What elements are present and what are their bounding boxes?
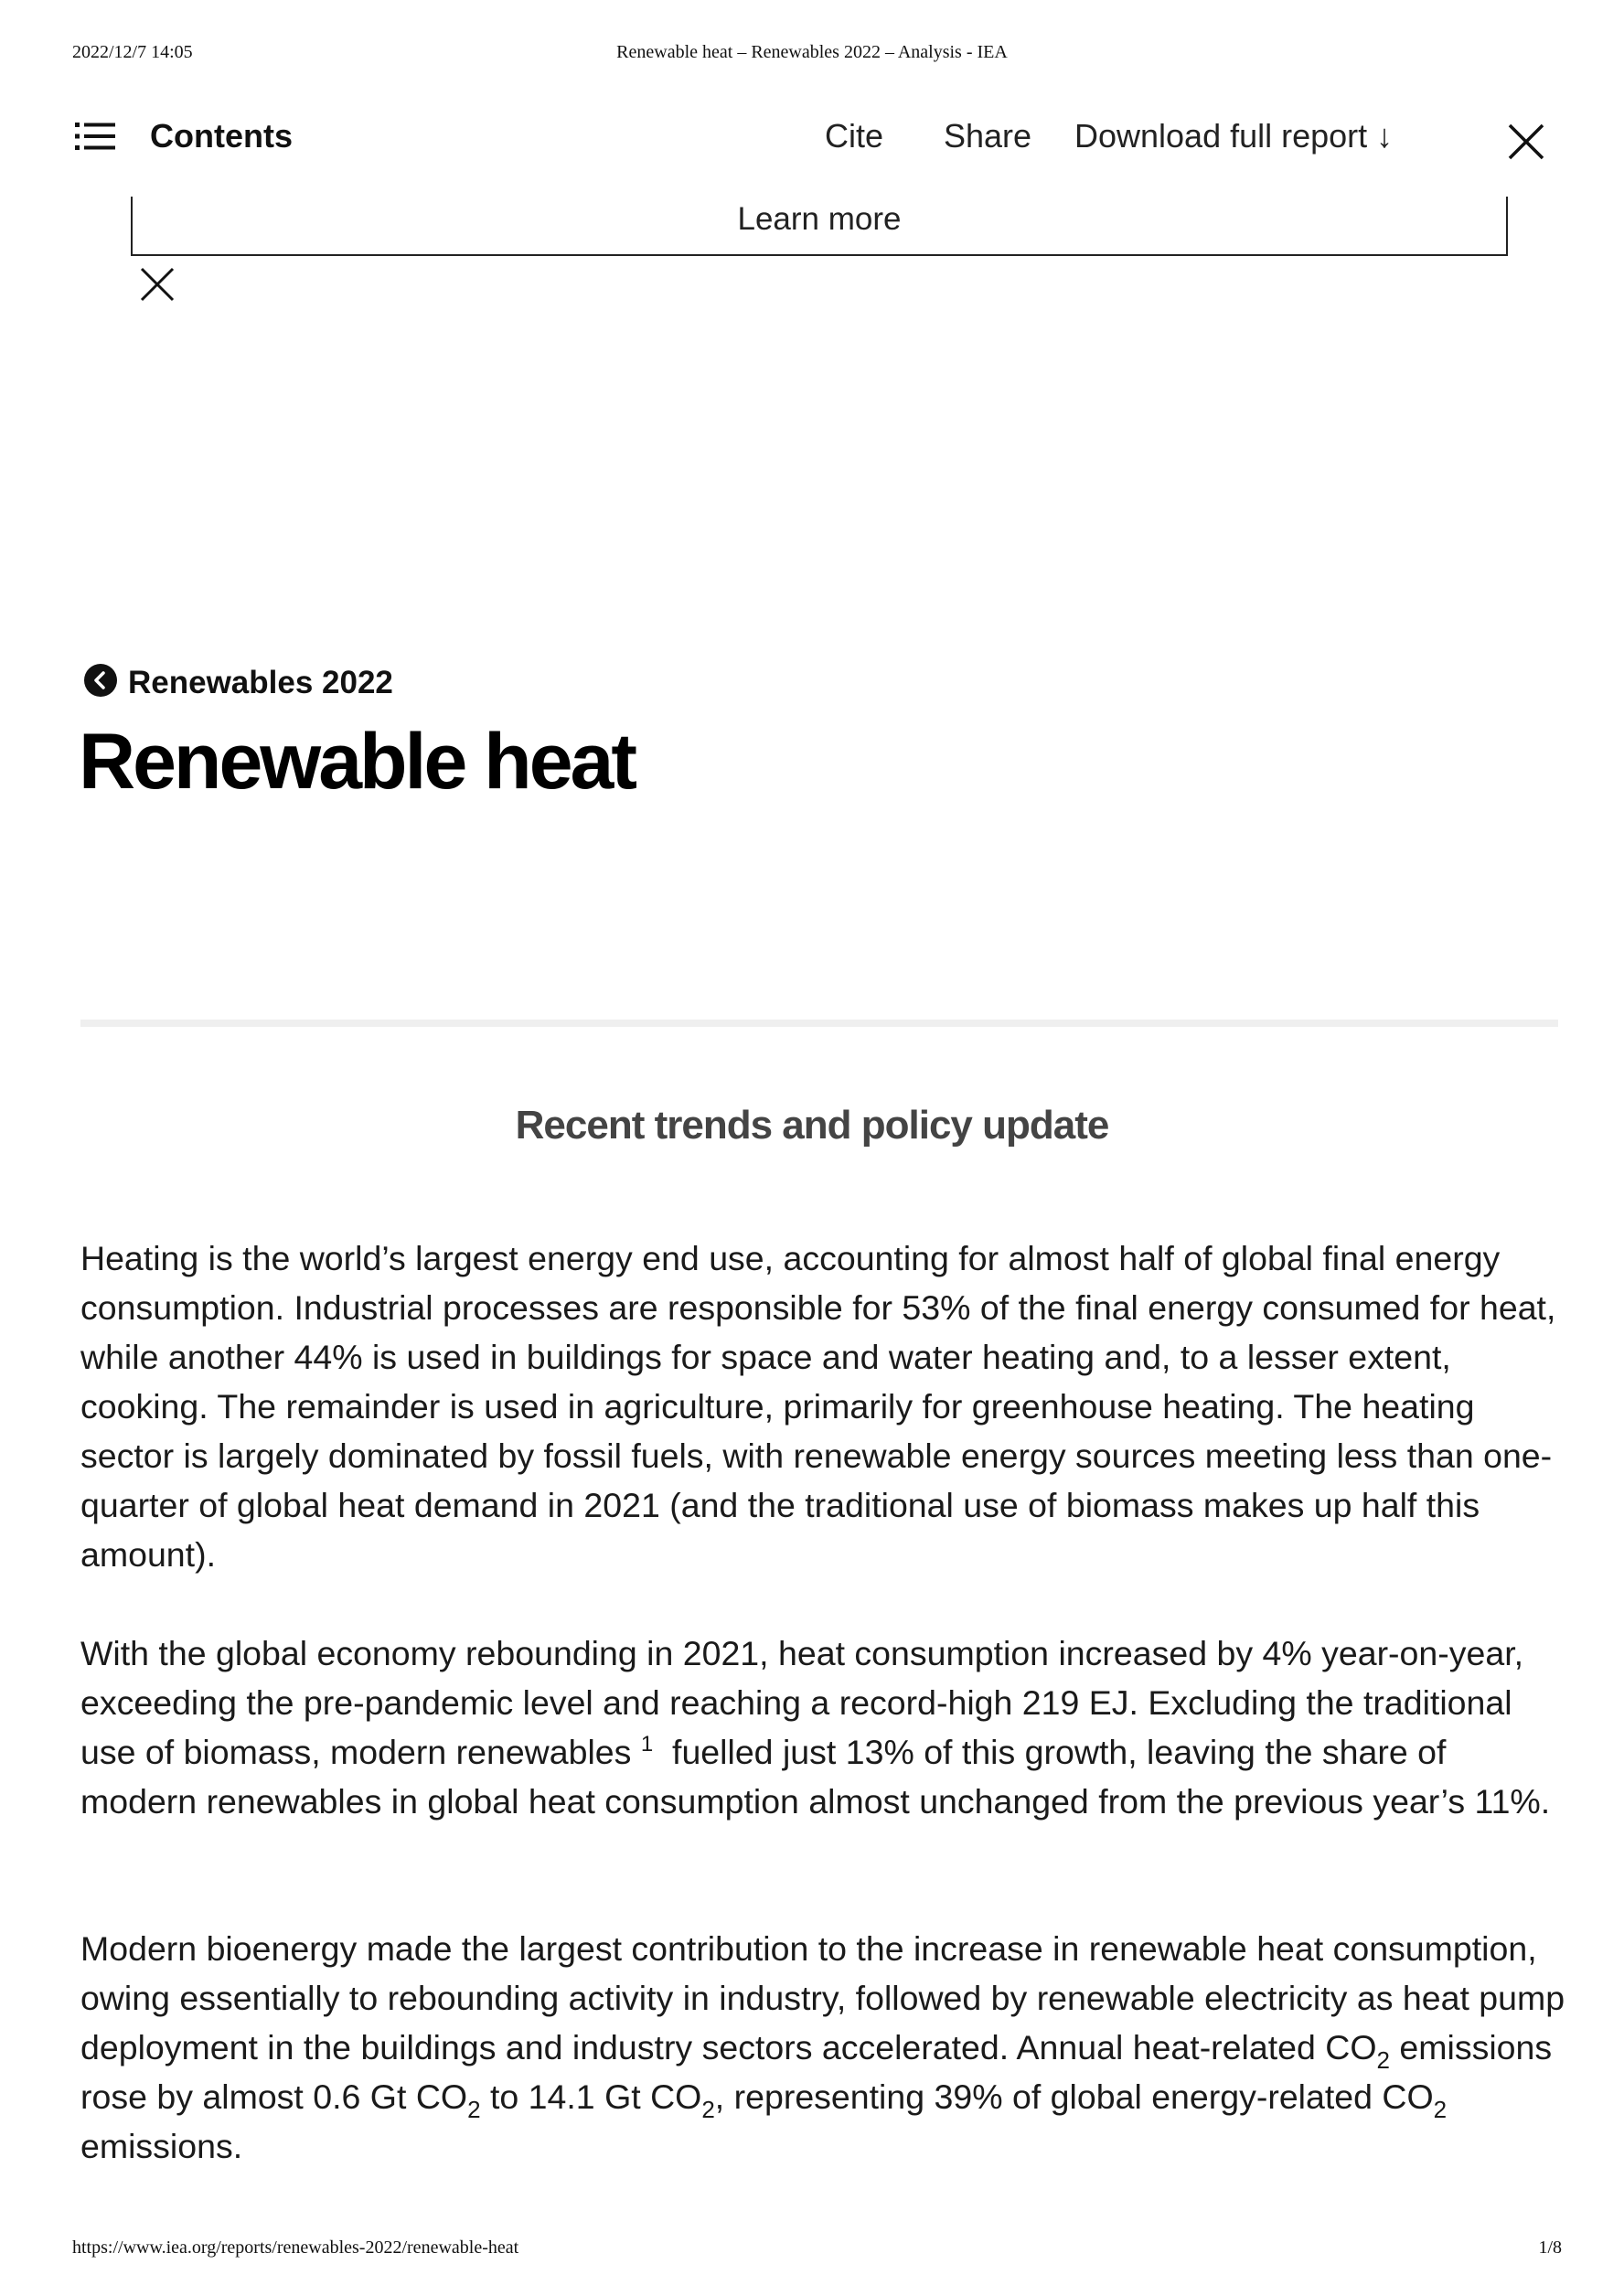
- list-icon: [75, 122, 115, 151]
- print-page-number: 1/8: [1538, 2237, 1562, 2258]
- contents-label: Contents: [150, 117, 293, 155]
- body-paragraph: [80, 1924, 1571, 2171]
- section-heading: Recent trends and policy update: [515, 1103, 1109, 1148]
- breadcrumb-label: Renewables 2022: [128, 664, 393, 700]
- body-paragraph: [80, 1233, 1571, 1579]
- paragraph-text: Heating is the world’s largest energy end use, accounting for almost half of global final energy consumption. Industrial processes are responsible for 53% of the final energy consumed for heat, while another 44% is used in buildings for space and water heating and, to a lesser extent, cooking. The remainder is used in agriculture, primarily for greenhouse heating. The heating sector is largely dominated by fossil fuels, with renewable energy sources meeting less than one-quarter of global heat demand in 2021 (and the traditional use of biomass makes up half this amount).: [80, 1239, 1556, 1574]
- print-url: https://www.iea.org/reports/renewables-2022/renewable-heat: [72, 2237, 519, 2258]
- page-title: Renewable heat: [79, 718, 635, 806]
- download-full-report-button[interactable]: Download full report ↓: [1074, 117, 1394, 155]
- close-icon[interactable]: [1507, 123, 1545, 166]
- print-page-title: Renewable heat – Renewables 2022 – Analysis - IEA: [616, 42, 1008, 62]
- co2-subscript: 2: [1376, 2046, 1390, 2074]
- paragraph-text: , representing 39% of global energy-related CO: [714, 2077, 1434, 2116]
- report-toolbar: [0, 101, 1624, 174]
- paragraph-text: fuelled just 13% of this growth, leaving the share of modern renewables in global heat consumption almost unchanged from the previous year’s 11%.: [80, 1733, 1551, 1821]
- breadcrumb[interactable]: [84, 664, 393, 701]
- paragraph-text: With the global economy rebounding in 2021, heat consumption increased by 4% year-on-year, exceeding the pre-pandemic level and reaching a record-high 219 EJ. Excluding the traditional use of biomass, modern renewables: [80, 1634, 1524, 1771]
- share-button[interactable]: Share: [944, 117, 1032, 155]
- paragraph-text: to 14.1 Gt CO: [489, 2077, 702, 2116]
- co2-subscript: 2: [701, 2096, 715, 2123]
- co2-subscript: 2: [1433, 2096, 1448, 2123]
- body-paragraph: [80, 1629, 1571, 1826]
- co2-subscript: 2: [467, 2096, 481, 2123]
- paragraph-text: emissions rose by almost 0.6 Gt CO: [80, 2028, 1553, 2116]
- footnote-link[interactable]: 1: [640, 1732, 654, 1757]
- close-icon[interactable]: [140, 267, 175, 306]
- cite-button[interactable]: Cite: [825, 117, 884, 155]
- print-date: 2022/12/7 14:05: [72, 42, 193, 62]
- contents-button[interactable]: [75, 117, 293, 155]
- paragraph-text: Modern bioenergy made the largest contribution to the increase in renewable heat consumption, owing essentially to rebounding activity in industry, followed by renewable electricity as heat pump deployment in the buildings and industry sectors accelerated. Annual heat-related CO: [80, 1929, 1565, 2066]
- section-divider: [80, 1020, 1558, 1027]
- learn-more-button[interactable]: Learn more: [131, 197, 1508, 256]
- paragraph-text: emissions.: [80, 2127, 243, 2165]
- chevron-left-circle-icon: [84, 664, 117, 701]
